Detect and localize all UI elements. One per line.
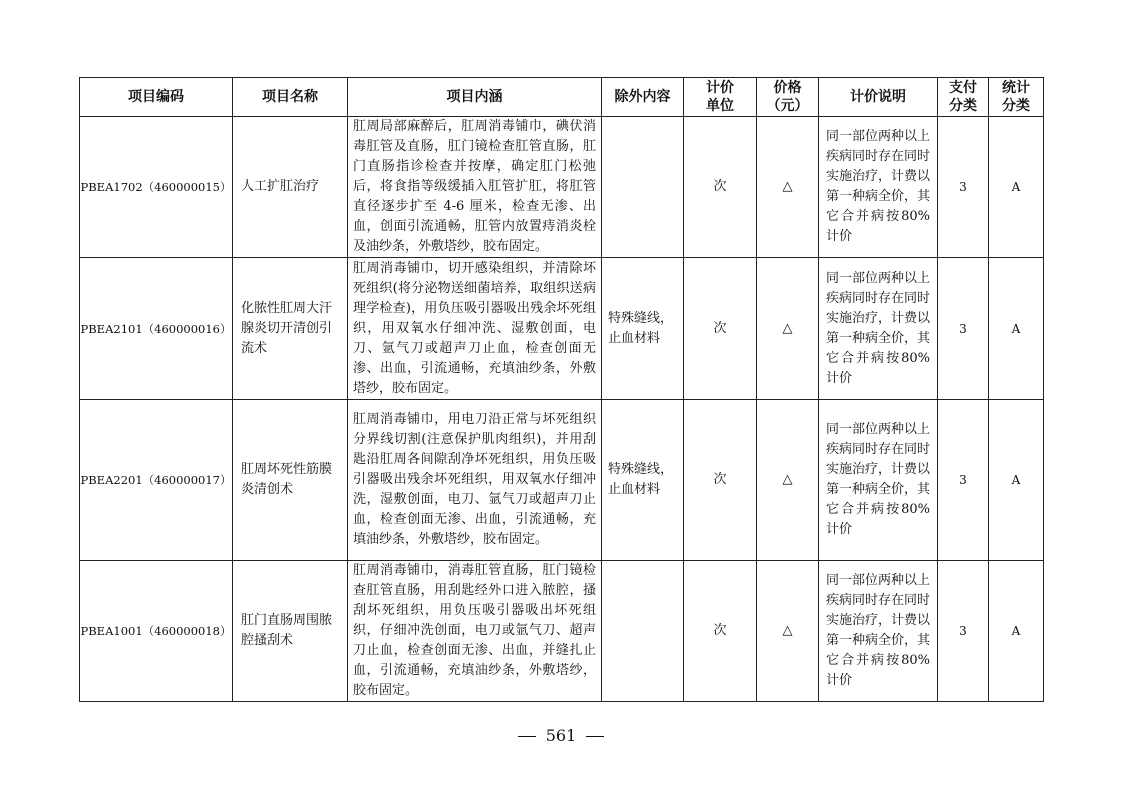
row-code: PBEA1001（460000018） <box>80 561 233 702</box>
row-price: △ <box>757 117 819 258</box>
price-table <box>79 77 1044 702</box>
row-price: △ <box>757 561 819 702</box>
row-code: PBEA1702（460000015） <box>80 117 233 258</box>
row-unit: 次 <box>684 400 757 561</box>
row-price: △ <box>757 258 819 400</box>
row-code: PBEA2101（460000016） <box>80 258 233 400</box>
row-unit: 次 <box>684 258 757 400</box>
row-note: 同一部位两种以上疾病同时存在同时实施治疗，计费以第一种病全价，其它合并病按80%计价 <box>819 117 938 258</box>
table-row <box>80 400 1044 561</box>
row-name: 人工扩肛治疗 <box>233 117 348 258</box>
row-name: 肛门直肠周围脓腔搔刮术 <box>233 561 348 702</box>
table-header-row <box>80 78 1044 117</box>
row-stat: A <box>989 400 1044 561</box>
table-row <box>80 258 1044 400</box>
header-note: 计价说明 <box>819 78 938 117</box>
row-pay: 3 <box>938 117 989 258</box>
header-exclusion: 除外内容 <box>602 78 684 117</box>
header-unit: 计价 单位 <box>684 78 757 117</box>
row-exclusion: 特殊缝线，止血材料 <box>602 258 684 400</box>
table-row <box>80 561 1044 702</box>
header-price: 价格 （元） <box>757 78 819 117</box>
row-stat: A <box>989 561 1044 702</box>
page-footer <box>0 724 1122 748</box>
row-exclusion <box>602 117 684 258</box>
header-code: 项目编码 <box>80 78 233 117</box>
row-pay: 3 <box>938 258 989 400</box>
price-table-container <box>79 77 1043 702</box>
header-stat: 统计 分类 <box>989 78 1044 117</box>
row-stat: A <box>989 258 1044 400</box>
footer-dash-right <box>586 736 604 737</box>
row-code: PBEA2201（460000017） <box>80 400 233 561</box>
row-pay: 3 <box>938 400 989 561</box>
header-content: 项目内涵 <box>348 78 602 117</box>
row-exclusion <box>602 561 684 702</box>
row-unit: 次 <box>684 561 757 702</box>
row-stat: A <box>989 117 1044 258</box>
row-exclusion: 特殊缝线，止血材料 <box>602 400 684 561</box>
header-name: 项目名称 <box>233 78 348 117</box>
row-unit: 次 <box>684 117 757 258</box>
row-content: 肛周消毒铺巾，切开感染组织，并清除坏死组织(将分泌物送细菌培养，取组织送病理学检查)，用负压吸引器吸出残余坏死组织，用双氧水仔细冲洗、湿敷创面，电刀、氩气刀或超声刀止血，检查创面无渗、出血，引流通畅，充填油纱条，外敷塔纱，胶布固定。 <box>348 258 602 400</box>
row-content: 肛周消毒铺巾，用电刀沿正常与坏死组织分界线切割(注意保护肌肉组织)，并用刮匙沿肛周各间隙刮净坏死组织，用负压吸引器吸出残余坏死组织，用双氧水仔细冲洗，湿敷创面，电刀、氩气刀或超声刀止血，检查创面无渗、出血，引流通畅，充填油纱条，外敷塔纱，胶布固定。 <box>348 400 602 561</box>
row-name: 肛周坏死性筋膜炎清创术 <box>233 400 348 561</box>
row-content: 肛周消毒铺巾，消毒肛管直肠，肛门镜检查肛管直肠，用刮匙经外口进入脓腔，搔刮坏死组织，用负压吸引器吸出坏死组织，仔细冲洗创面，电刀或氩气刀、超声刀止血，检查创面无渗、出血，并缝扎止血，引流通畅，充填油纱条，外敷塔纱，胶布固定。 <box>348 561 602 702</box>
row-note: 同一部位两种以上疾病同时存在同时实施治疗，计费以第一种病全价，其它合并病按80%计价 <box>819 561 938 702</box>
row-name: 化脓性肛周大汗腺炎切开清创引流术 <box>233 258 348 400</box>
row-note: 同一部位两种以上疾病同时存在同时实施治疗，计费以第一种病全价，其它合并病按80%计价 <box>819 258 938 400</box>
row-price: △ <box>757 400 819 561</box>
footer-dash-left <box>518 736 536 737</box>
row-pay: 3 <box>938 561 989 702</box>
row-note: 同一部位两种以上疾病同时存在同时实施治疗，计费以第一种病全价，其它合并病按80%计价 <box>819 400 938 561</box>
header-pay: 支付 分类 <box>938 78 989 117</box>
table-row <box>80 117 1044 258</box>
row-content: 肛周局部麻醉后，肛周消毒铺巾，碘伏消毒肛管及直肠，肛门镜检查肛管直肠，肛门直肠指诊检查并按摩，确定肛门松弛后，将食指等级缓插入肛管扩肛，将肛管直径逐步扩至 4-6 厘米，检查无渗、出血，创面引流通畅，肛管内放置痔消炎栓及油纱条，外敷塔纱，胶布固定。 <box>348 117 602 258</box>
page-number: 561 <box>545 726 577 745</box>
